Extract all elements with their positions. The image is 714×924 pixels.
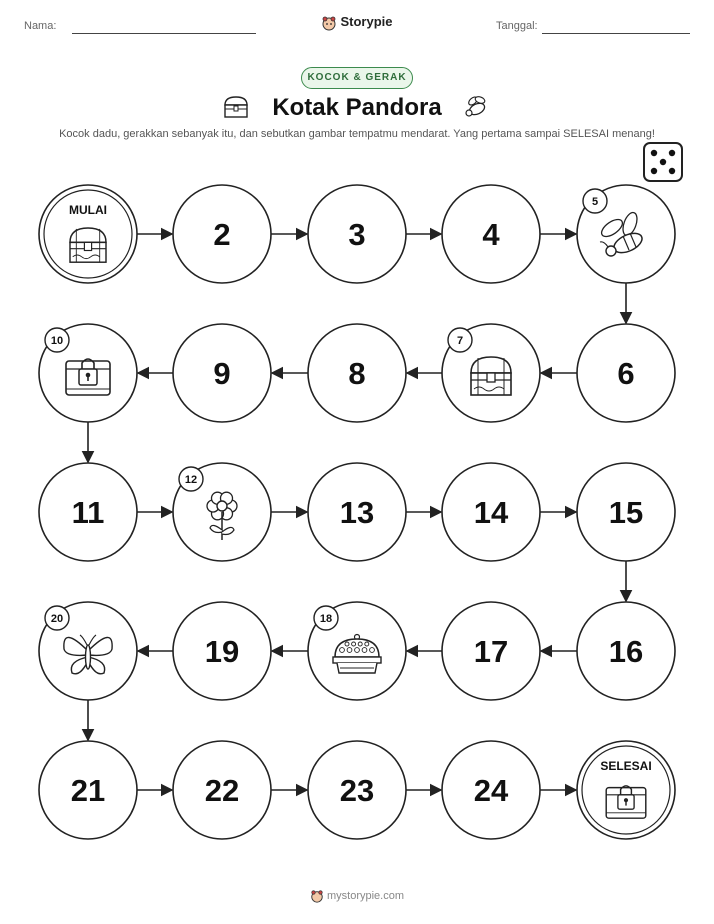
space-number: 16 (608, 634, 644, 669)
instructions: Kocok dadu, gerakkan sebanyak itu, dan sebutkan gambar tempatmu mendarat. Yang pertama sampai SELESAI menang! (59, 128, 655, 140)
space-number: 6 (617, 356, 635, 391)
space-number: 3 (348, 217, 366, 252)
page-title: Kotak Pandora (272, 94, 442, 121)
space-number: 17 (473, 634, 509, 669)
board-space-19 (173, 602, 271, 700)
board-space-2 (173, 185, 271, 283)
board-space-10 (39, 324, 137, 422)
space-number: 9 (213, 356, 231, 391)
board-space-16 (577, 602, 675, 700)
footer (0, 889, 714, 903)
board-space-13 (308, 463, 406, 561)
treasure-chest-icon (471, 357, 511, 395)
name-label: Nama: (24, 20, 57, 32)
space-number: 20 (50, 613, 64, 625)
board-space-1 (39, 185, 137, 283)
board-space-21 (39, 741, 137, 839)
space-number: 21 (70, 773, 106, 808)
board-space-17 (442, 602, 540, 700)
space-number: 7 (456, 335, 464, 347)
board-space-24 (442, 741, 540, 839)
treasure-chest-icon (70, 228, 106, 262)
space-number: 13 (339, 495, 375, 530)
board-space-23 (308, 741, 406, 839)
space-number: 22 (204, 773, 240, 808)
board-space-14 (442, 463, 540, 561)
board-space-4 (442, 185, 540, 283)
board-space-25 (577, 741, 675, 839)
board-space-9 (173, 324, 271, 422)
finish-label: SELESAI (600, 759, 652, 773)
space-number: 2 (213, 217, 231, 252)
space-number: 4 (482, 217, 500, 252)
locked-chest-icon (66, 359, 110, 395)
board-space-5 (577, 185, 675, 283)
space-number: 8 (348, 356, 366, 391)
brand-name: Storypie (340, 14, 393, 29)
board-space-20 (39, 602, 137, 700)
space-number: 11 (71, 495, 105, 530)
storypie-logo-icon (310, 889, 324, 903)
locked-chest-icon (606, 786, 646, 818)
space-number: 14 (473, 495, 509, 530)
date-label: Tanggal: (496, 20, 538, 32)
space-number: 18 (319, 613, 333, 625)
board-space-15 (577, 463, 675, 561)
board-space-7 (442, 324, 540, 422)
footer-url: mystorypie.com (326, 889, 405, 902)
category-badge: KOCOK & GERAK (301, 67, 413, 89)
board-space-6 (577, 324, 675, 422)
board-space-22 (173, 741, 271, 839)
space-number: 19 (204, 634, 240, 669)
space-number: 15 (608, 495, 644, 530)
board-space-8 (308, 324, 406, 422)
space-number: 24 (473, 773, 509, 808)
board-space-11 (39, 463, 137, 561)
space-number: 5 (591, 196, 599, 208)
space-number: 23 (339, 773, 375, 808)
board-space-12 (173, 463, 271, 561)
board-space-18 (308, 602, 406, 700)
start-label: MULAI (69, 203, 107, 217)
space-number: 10 (50, 335, 64, 347)
board-space-3 (308, 185, 406, 283)
space-number: 12 (184, 474, 198, 486)
